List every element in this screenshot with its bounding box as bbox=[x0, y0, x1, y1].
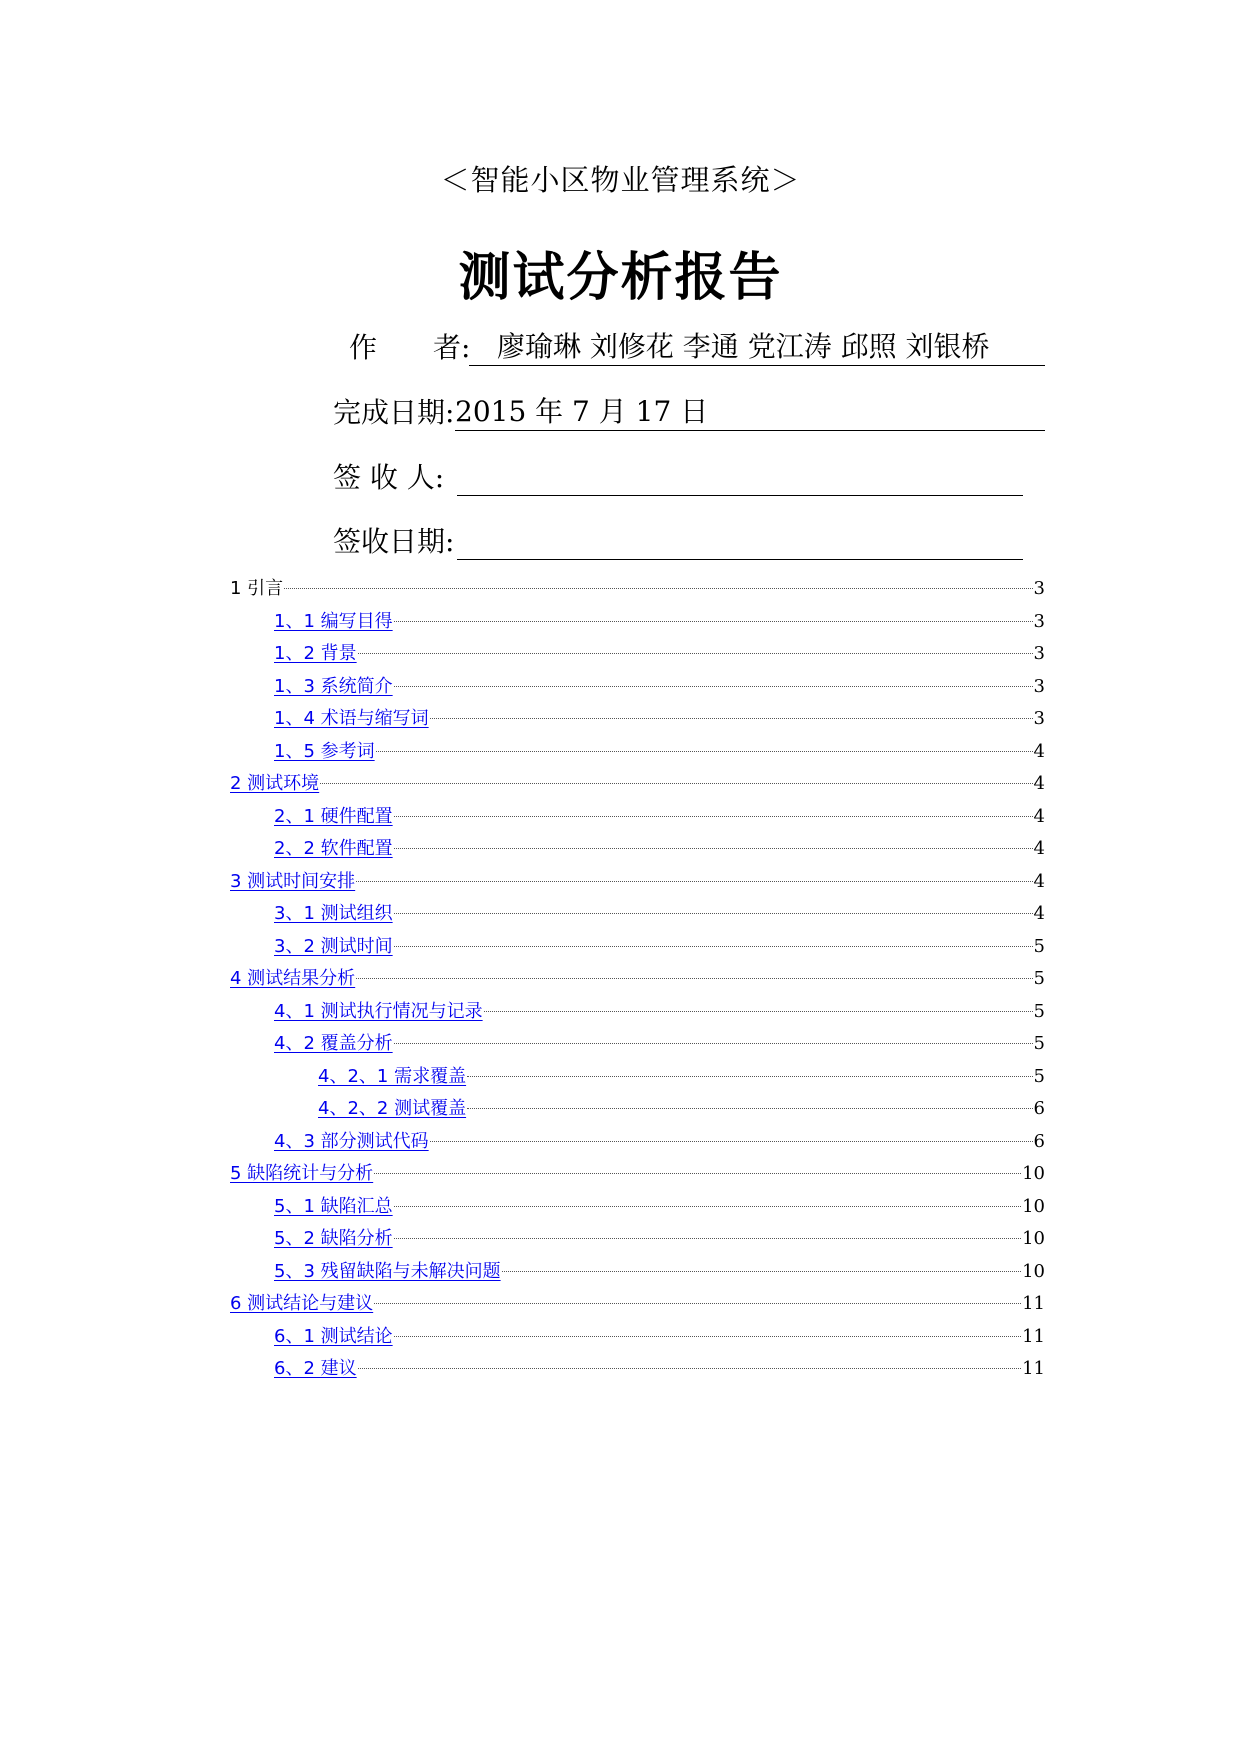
toc-leader-dots bbox=[484, 997, 1033, 1012]
toc-link[interactable]: 1、3 系统简介 bbox=[274, 675, 393, 697]
toc-link[interactable]: 2、1 硬件配置 bbox=[274, 805, 393, 827]
receiver-label: 签 收 人: bbox=[333, 461, 445, 494]
toc-leader-dots bbox=[394, 1322, 1021, 1337]
toc-leader-dots bbox=[374, 1289, 1021, 1304]
toc-leader-dots bbox=[376, 737, 1033, 752]
toc-page-number: 10 bbox=[1022, 1163, 1045, 1184]
toc-link[interactable]: 6、1 测试结论 bbox=[274, 1325, 393, 1347]
toc-page-number: 10 bbox=[1022, 1260, 1045, 1282]
receive-date-label: 签收日期: bbox=[333, 525, 455, 558]
toc-link[interactable]: 4、2 覆盖分析 bbox=[274, 1033, 393, 1054]
toc-link[interactable]: 5、2 缺陷分析 bbox=[274, 1228, 393, 1249]
toc-link[interactable]: 3 测试时间安排 bbox=[230, 870, 356, 892]
toc-leader-dots bbox=[356, 964, 1032, 979]
toc-page-number: 4 bbox=[1033, 773, 1045, 794]
toc-entry[interactable] bbox=[230, 1191, 1045, 1224]
toc-entry[interactable] bbox=[230, 931, 1045, 964]
toc-leader-dots bbox=[394, 672, 1033, 687]
toc-entry[interactable] bbox=[230, 768, 1045, 801]
toc-link[interactable]: 5 缺陷统计与分析 bbox=[230, 1163, 374, 1184]
toc-entry[interactable] bbox=[230, 1028, 1045, 1061]
toc-entry[interactable] bbox=[230, 1288, 1045, 1321]
toc-leader-dots bbox=[394, 1192, 1021, 1207]
toc-page-number: 3 bbox=[1033, 578, 1045, 599]
toc-leader-dots bbox=[430, 704, 1033, 719]
toc-link[interactable]: 4 测试结果分析 bbox=[230, 968, 356, 989]
table-of-contents bbox=[230, 573, 1045, 1386]
toc-page-number: 10 bbox=[1022, 1228, 1045, 1249]
toc-page-number: 5 bbox=[1033, 968, 1045, 989]
toc-entry[interactable] bbox=[230, 1126, 1045, 1159]
toc-entry[interactable] bbox=[230, 703, 1045, 736]
receive-date-row bbox=[333, 520, 1023, 560]
receive-date-value bbox=[457, 523, 1023, 560]
toc-leader-dots bbox=[394, 834, 1033, 849]
completion-date-value: 2015 年 7 月 17 日 bbox=[455, 394, 1045, 431]
toc-leader-dots bbox=[467, 1094, 1032, 1109]
toc-entry[interactable] bbox=[230, 1321, 1045, 1354]
toc-leader-dots bbox=[394, 932, 1033, 947]
toc-leader-dots bbox=[358, 1354, 1021, 1369]
toc-link[interactable]: 5、1 缺陷汇总 bbox=[274, 1195, 393, 1217]
toc-page-number: 4 bbox=[1033, 903, 1045, 924]
toc-page-number: 11 bbox=[1022, 1358, 1045, 1379]
toc-link[interactable]: 4、1 测试执行情况与记录 bbox=[274, 1000, 483, 1022]
toc-page-number: 3 bbox=[1033, 708, 1045, 729]
toc-entry[interactable] bbox=[230, 671, 1045, 704]
toc-leader-dots bbox=[467, 1062, 1032, 1077]
toc-link[interactable]: 5、3 残留缺陷与未解决问题 bbox=[274, 1260, 501, 1282]
toc-entry[interactable] bbox=[230, 1256, 1045, 1289]
toc-leader-dots bbox=[394, 1224, 1021, 1239]
toc-leader-dots bbox=[394, 802, 1033, 817]
toc-link[interactable]: 3、1 测试组织 bbox=[274, 903, 393, 924]
author-value: 廖瑜琳 刘修花 李通 党江涛 邱照 刘银桥 bbox=[469, 329, 1045, 366]
toc-entry[interactable] bbox=[230, 866, 1045, 899]
toc-page-number: 4 bbox=[1033, 838, 1045, 859]
toc-link[interactable]: 2、2 软件配置 bbox=[274, 838, 393, 859]
toc-leader-dots bbox=[356, 867, 1032, 882]
toc-link[interactable]: 4、2、2 测试覆盖 bbox=[318, 1098, 467, 1119]
toc-entry[interactable] bbox=[230, 801, 1045, 834]
author-row bbox=[333, 326, 1045, 366]
toc-label: 1 引言 bbox=[230, 578, 284, 599]
toc-entry[interactable] bbox=[230, 638, 1045, 671]
toc-link[interactable]: 4、3 部分测试代码 bbox=[274, 1130, 429, 1152]
toc-entry[interactable] bbox=[230, 1158, 1045, 1191]
toc-page-number: 6 bbox=[1033, 1098, 1045, 1119]
toc-leader-dots bbox=[430, 1127, 1033, 1142]
toc-leader-dots bbox=[358, 639, 1033, 654]
toc-page-number: 4 bbox=[1033, 870, 1045, 892]
toc-entry[interactable] bbox=[230, 736, 1045, 769]
toc-link[interactable]: 6 测试结论与建议 bbox=[230, 1293, 374, 1314]
author-label: 作 者: bbox=[349, 331, 471, 364]
toc-page-number: 4 bbox=[1033, 740, 1045, 762]
toc-page-number: 5 bbox=[1033, 935, 1045, 957]
toc-entry[interactable] bbox=[230, 996, 1045, 1029]
toc-page-number: 6 bbox=[1033, 1130, 1045, 1152]
toc-page-number: 5 bbox=[1033, 1000, 1045, 1022]
toc-page-number: 3 bbox=[1033, 643, 1045, 664]
toc-entry[interactable] bbox=[230, 963, 1045, 996]
toc-page-number: 4 bbox=[1033, 805, 1045, 827]
toc-entry[interactable] bbox=[230, 1093, 1045, 1126]
toc-entry[interactable] bbox=[230, 1353, 1045, 1386]
receiver-row bbox=[333, 456, 1023, 496]
toc-leader-dots bbox=[394, 607, 1033, 622]
toc-entry[interactable] bbox=[230, 898, 1045, 931]
toc-link[interactable]: 4、2、1 需求覆盖 bbox=[318, 1065, 467, 1087]
toc-link[interactable]: 1、1 编写目得 bbox=[274, 610, 393, 632]
toc-entry[interactable] bbox=[230, 606, 1045, 639]
toc-entry bbox=[230, 573, 1045, 606]
toc-page-number: 10 bbox=[1022, 1195, 1045, 1217]
toc-entry[interactable] bbox=[230, 1061, 1045, 1094]
toc-link[interactable]: 1、5 参考词 bbox=[274, 740, 375, 762]
toc-leader-dots bbox=[394, 1029, 1033, 1044]
toc-link[interactable]: 1、4 术语与缩写词 bbox=[274, 708, 429, 729]
toc-leader-dots bbox=[394, 899, 1033, 914]
toc-entry[interactable] bbox=[230, 1223, 1045, 1256]
toc-leader-dots bbox=[284, 574, 1032, 589]
completion-date-row bbox=[333, 391, 1045, 431]
toc-leader-dots bbox=[320, 769, 1032, 784]
completion-date-label: 完成日期: bbox=[333, 396, 455, 429]
toc-link[interactable]: 2 测试环境 bbox=[230, 773, 320, 794]
toc-page-number: 5 bbox=[1033, 1033, 1045, 1054]
toc-leader-dots bbox=[374, 1159, 1021, 1174]
toc-page-number: 5 bbox=[1033, 1065, 1045, 1087]
receiver-value bbox=[457, 459, 1023, 496]
system-name-subtitle: ＜智能小区物业管理系统＞ bbox=[440, 163, 801, 197]
report-title: 测试分析报告 bbox=[458, 248, 783, 308]
toc-page-number: 3 bbox=[1033, 675, 1045, 697]
toc-entry[interactable] bbox=[230, 833, 1045, 866]
toc-link[interactable]: 3、2 测试时间 bbox=[274, 935, 393, 957]
toc-page-number: 11 bbox=[1022, 1293, 1045, 1314]
toc-link[interactable]: 6、2 建议 bbox=[274, 1358, 357, 1379]
toc-page-number: 11 bbox=[1022, 1325, 1045, 1347]
toc-link[interactable]: 1、2 背景 bbox=[274, 643, 357, 664]
toc-page-number: 3 bbox=[1033, 610, 1045, 632]
toc-leader-dots bbox=[502, 1257, 1021, 1272]
